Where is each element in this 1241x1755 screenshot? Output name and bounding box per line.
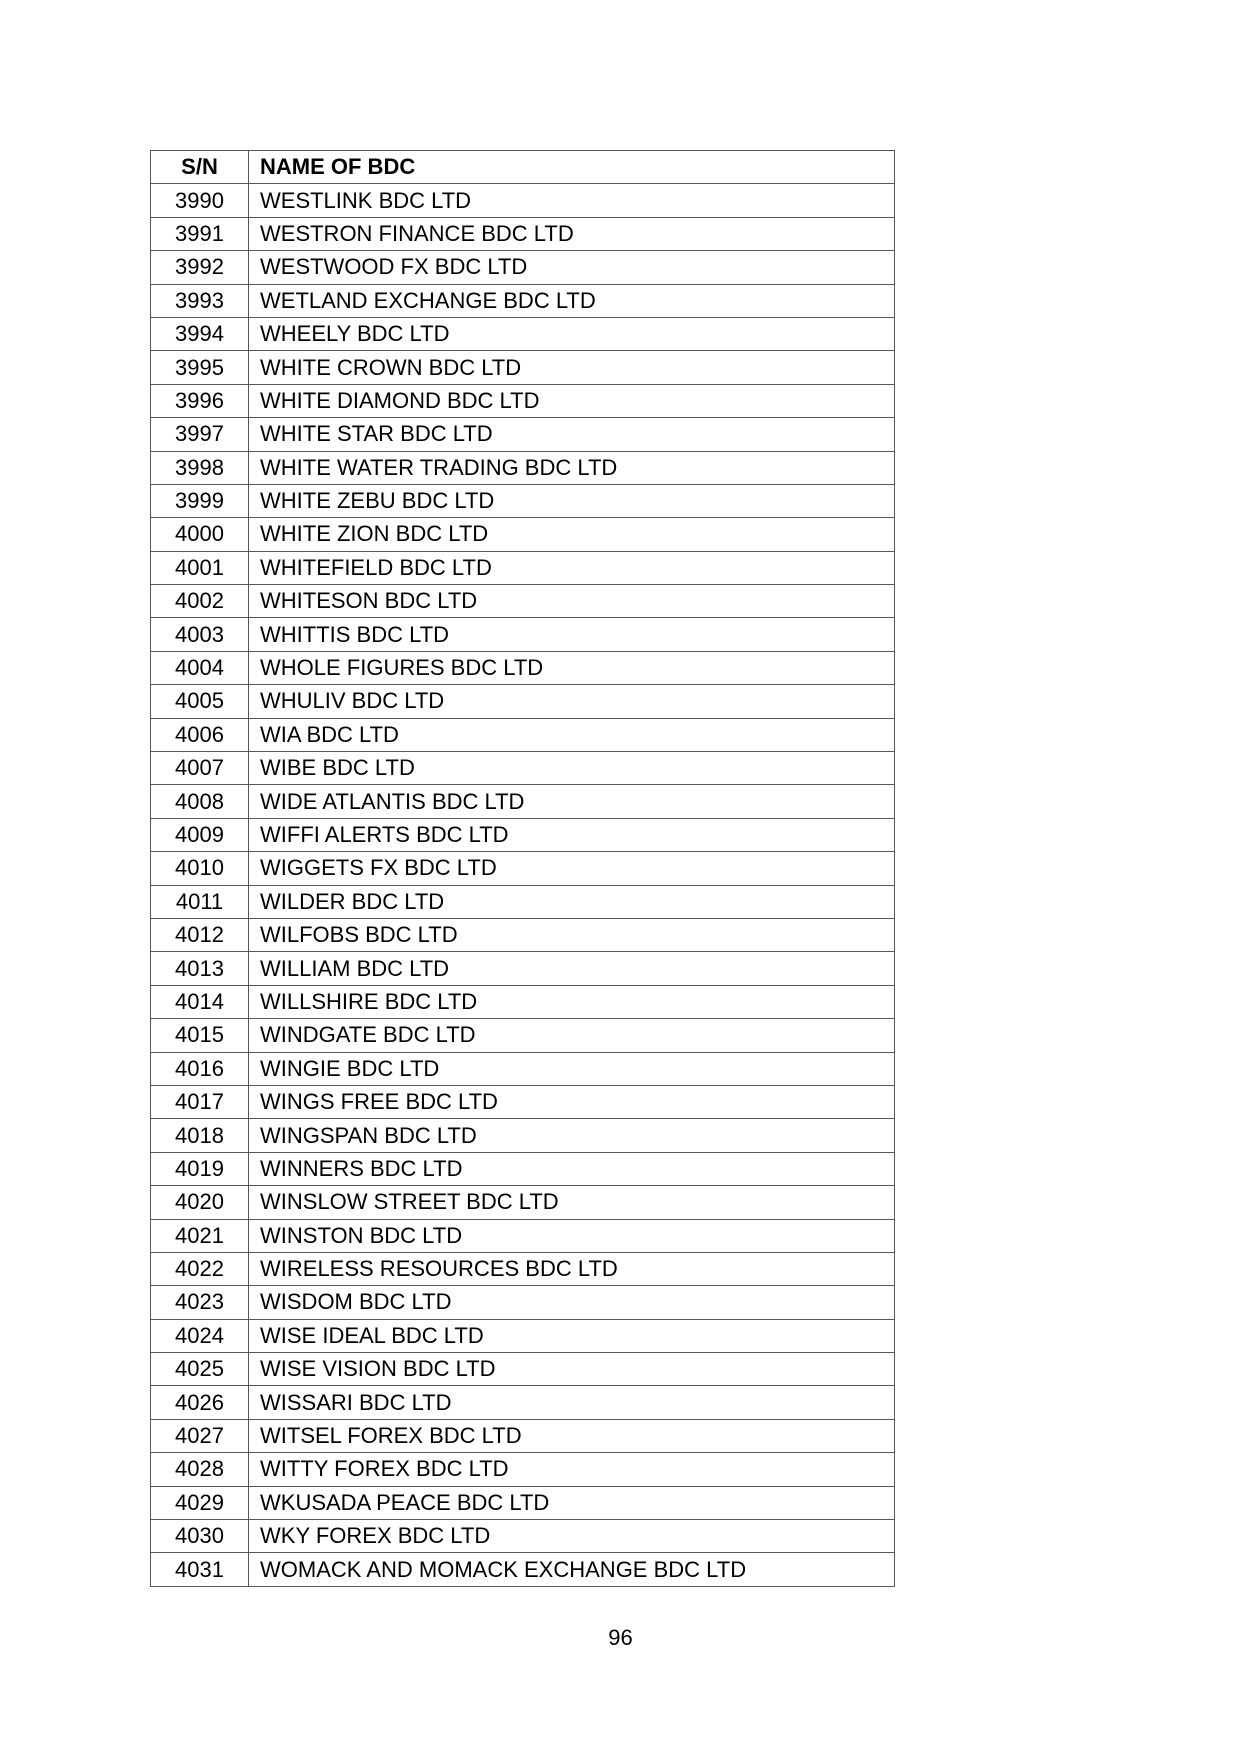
serial-number-cell: 4013	[151, 952, 249, 985]
serial-number-cell: 4026	[151, 1386, 249, 1419]
serial-number-cell: 4007	[151, 752, 249, 785]
bdc-name-cell: WHITE DIAMOND BDC LTD	[249, 384, 895, 417]
serial-number-cell: 4008	[151, 785, 249, 818]
bdc-name-cell: WESTLINK BDC LTD	[249, 184, 895, 217]
table-row	[151, 1319, 895, 1352]
bdc-name-cell: WKUSADA PEACE BDC LTD	[249, 1486, 895, 1519]
table-row	[151, 484, 895, 517]
serial-number-cell: 4025	[151, 1353, 249, 1386]
table-header-row	[151, 151, 895, 184]
serial-number-cell: 4012	[151, 918, 249, 951]
bdc-name-cell: WILDER BDC LTD	[249, 885, 895, 918]
serial-number-cell: 4018	[151, 1119, 249, 1152]
bdc-name-cell: WITTY FOREX BDC LTD	[249, 1453, 895, 1486]
table-row	[151, 317, 895, 350]
serial-number-cell: 4005	[151, 685, 249, 718]
serial-number-cell: 4023	[151, 1286, 249, 1319]
table-row	[151, 551, 895, 584]
bdc-name-cell: WINDGATE BDC LTD	[249, 1019, 895, 1052]
header-name-of-bdc: NAME OF BDC	[249, 151, 895, 184]
table-row	[151, 418, 895, 451]
table-row	[151, 1252, 895, 1285]
bdc-name-cell: WESTWOOD FX BDC LTD	[249, 251, 895, 284]
serial-number-cell: 3997	[151, 418, 249, 451]
bdc-name-cell: WETLAND EXCHANGE BDC LTD	[249, 284, 895, 317]
bdc-name-cell: WILLSHIRE BDC LTD	[249, 985, 895, 1018]
bdc-name-cell: WHULIV BDC LTD	[249, 685, 895, 718]
bdc-name-cell: WHITE ZEBU BDC LTD	[249, 484, 895, 517]
table-row	[151, 752, 895, 785]
table-row	[151, 1019, 895, 1052]
serial-number-cell: 3990	[151, 184, 249, 217]
bdc-name-cell: WHITTIS BDC LTD	[249, 618, 895, 651]
bdc-name-cell: WISSARI BDC LTD	[249, 1386, 895, 1419]
serial-number-cell: 4016	[151, 1052, 249, 1085]
serial-number-cell: 4019	[151, 1152, 249, 1185]
serial-number-cell: 4014	[151, 985, 249, 1018]
bdc-name-cell: WIRELESS RESOURCES BDC LTD	[249, 1252, 895, 1285]
serial-number-cell: 4003	[151, 618, 249, 651]
serial-number-cell: 4022	[151, 1252, 249, 1285]
table-row	[151, 518, 895, 551]
serial-number-cell: 4000	[151, 518, 249, 551]
bdc-name-cell: WILFOBS BDC LTD	[249, 918, 895, 951]
table-row	[151, 1119, 895, 1152]
serial-number-cell: 4021	[151, 1219, 249, 1252]
table-row	[151, 451, 895, 484]
serial-number-cell: 3993	[151, 284, 249, 317]
serial-number-cell: 4029	[151, 1486, 249, 1519]
bdc-name-cell: WINGSPAN BDC LTD	[249, 1119, 895, 1152]
bdc-name-cell: WKY FOREX BDC LTD	[249, 1520, 895, 1553]
table-row	[151, 1419, 895, 1452]
serial-number-cell: 4009	[151, 818, 249, 851]
bdc-name-cell: WHITEFIELD BDC LTD	[249, 551, 895, 584]
serial-number-cell: 4017	[151, 1085, 249, 1118]
serial-number-cell: 4015	[151, 1019, 249, 1052]
header-sn: S/N	[151, 151, 249, 184]
bdc-name-cell: WINSTON BDC LTD	[249, 1219, 895, 1252]
table-row	[151, 1286, 895, 1319]
bdc-name-cell: WIA BDC LTD	[249, 718, 895, 751]
table-row	[151, 1152, 895, 1185]
bdc-name-cell: WIGGETS FX BDC LTD	[249, 852, 895, 885]
table-row	[151, 952, 895, 985]
bdc-name-cell: WINNERS BDC LTD	[249, 1152, 895, 1185]
table-row	[151, 1085, 895, 1118]
table-row	[151, 918, 895, 951]
bdc-name-cell: WINSLOW STREET BDC LTD	[249, 1186, 895, 1219]
serial-number-cell: 4030	[151, 1520, 249, 1553]
table-row	[151, 1386, 895, 1419]
table-row	[151, 618, 895, 651]
bdc-name-cell: WHITESON BDC LTD	[249, 585, 895, 618]
bdc-name-cell: WHOLE FIGURES BDC LTD	[249, 651, 895, 684]
table-row	[151, 1353, 895, 1386]
serial-number-cell: 4031	[151, 1553, 249, 1586]
table-row	[151, 384, 895, 417]
serial-number-cell: 3996	[151, 384, 249, 417]
serial-number-cell: 4024	[151, 1319, 249, 1352]
serial-number-cell: 3998	[151, 451, 249, 484]
bdc-name-cell: WISDOM BDC LTD	[249, 1286, 895, 1319]
bdc-name-cell: WISE VISION BDC LTD	[249, 1353, 895, 1386]
table-row	[151, 852, 895, 885]
table-row	[151, 685, 895, 718]
bdc-name-cell: WIDE ATLANTIS BDC LTD	[249, 785, 895, 818]
serial-number-cell: 3992	[151, 251, 249, 284]
bdc-name-cell: WHITE STAR BDC LTD	[249, 418, 895, 451]
table-row	[151, 251, 895, 284]
table-row	[151, 885, 895, 918]
serial-number-cell: 3999	[151, 484, 249, 517]
table-row	[151, 818, 895, 851]
serial-number-cell: 3995	[151, 351, 249, 384]
table-row	[151, 651, 895, 684]
table-row	[151, 184, 895, 217]
bdc-name-cell: WIFFI ALERTS BDC LTD	[249, 818, 895, 851]
serial-number-cell: 4006	[151, 718, 249, 751]
table-row	[151, 1052, 895, 1085]
bdc-name-cell: WINGS FREE BDC LTD	[249, 1085, 895, 1118]
serial-number-cell: 4027	[151, 1419, 249, 1452]
bdc-name-cell: WINGIE BDC LTD	[249, 1052, 895, 1085]
serial-number-cell: 4028	[151, 1453, 249, 1486]
bdc-name-cell: WHEELY BDC LTD	[249, 317, 895, 350]
bdc-list-table	[150, 150, 895, 1587]
serial-number-cell: 4011	[151, 885, 249, 918]
table-row	[151, 1520, 895, 1553]
bdc-name-cell: WITSEL FOREX BDC LTD	[249, 1419, 895, 1452]
serial-number-cell: 4010	[151, 852, 249, 885]
table-row	[151, 585, 895, 618]
serial-number-cell: 4001	[151, 551, 249, 584]
serial-number-cell: 3991	[151, 217, 249, 250]
table-row	[151, 351, 895, 384]
bdc-name-cell: WOMACK AND MOMACK EXCHANGE BDC LTD	[249, 1553, 895, 1586]
table-row	[151, 1486, 895, 1519]
table-body	[151, 184, 895, 1586]
serial-number-cell: 4002	[151, 585, 249, 618]
table-row	[151, 1219, 895, 1252]
page-number: 96	[608, 1625, 633, 1650]
bdc-name-cell: WISE IDEAL BDC LTD	[249, 1319, 895, 1352]
table-row	[151, 1186, 895, 1219]
bdc-name-cell: WIBE BDC LTD	[249, 752, 895, 785]
bdc-name-cell: WHITE ZION BDC LTD	[249, 518, 895, 551]
serial-number-cell: 4020	[151, 1186, 249, 1219]
table-row	[151, 985, 895, 1018]
table-row	[151, 1453, 895, 1486]
bdc-name-cell: WHITE WATER TRADING BDC LTD	[249, 451, 895, 484]
bdc-name-cell: WILLIAM BDC LTD	[249, 952, 895, 985]
table-row	[151, 1553, 895, 1586]
table-row	[151, 718, 895, 751]
bdc-name-cell: WESTRON FINANCE BDC LTD	[249, 217, 895, 250]
serial-number-cell: 4004	[151, 651, 249, 684]
table-row	[151, 284, 895, 317]
serial-number-cell: 3994	[151, 317, 249, 350]
table-row	[151, 785, 895, 818]
table-row	[151, 217, 895, 250]
bdc-name-cell: WHITE CROWN BDC LTD	[249, 351, 895, 384]
